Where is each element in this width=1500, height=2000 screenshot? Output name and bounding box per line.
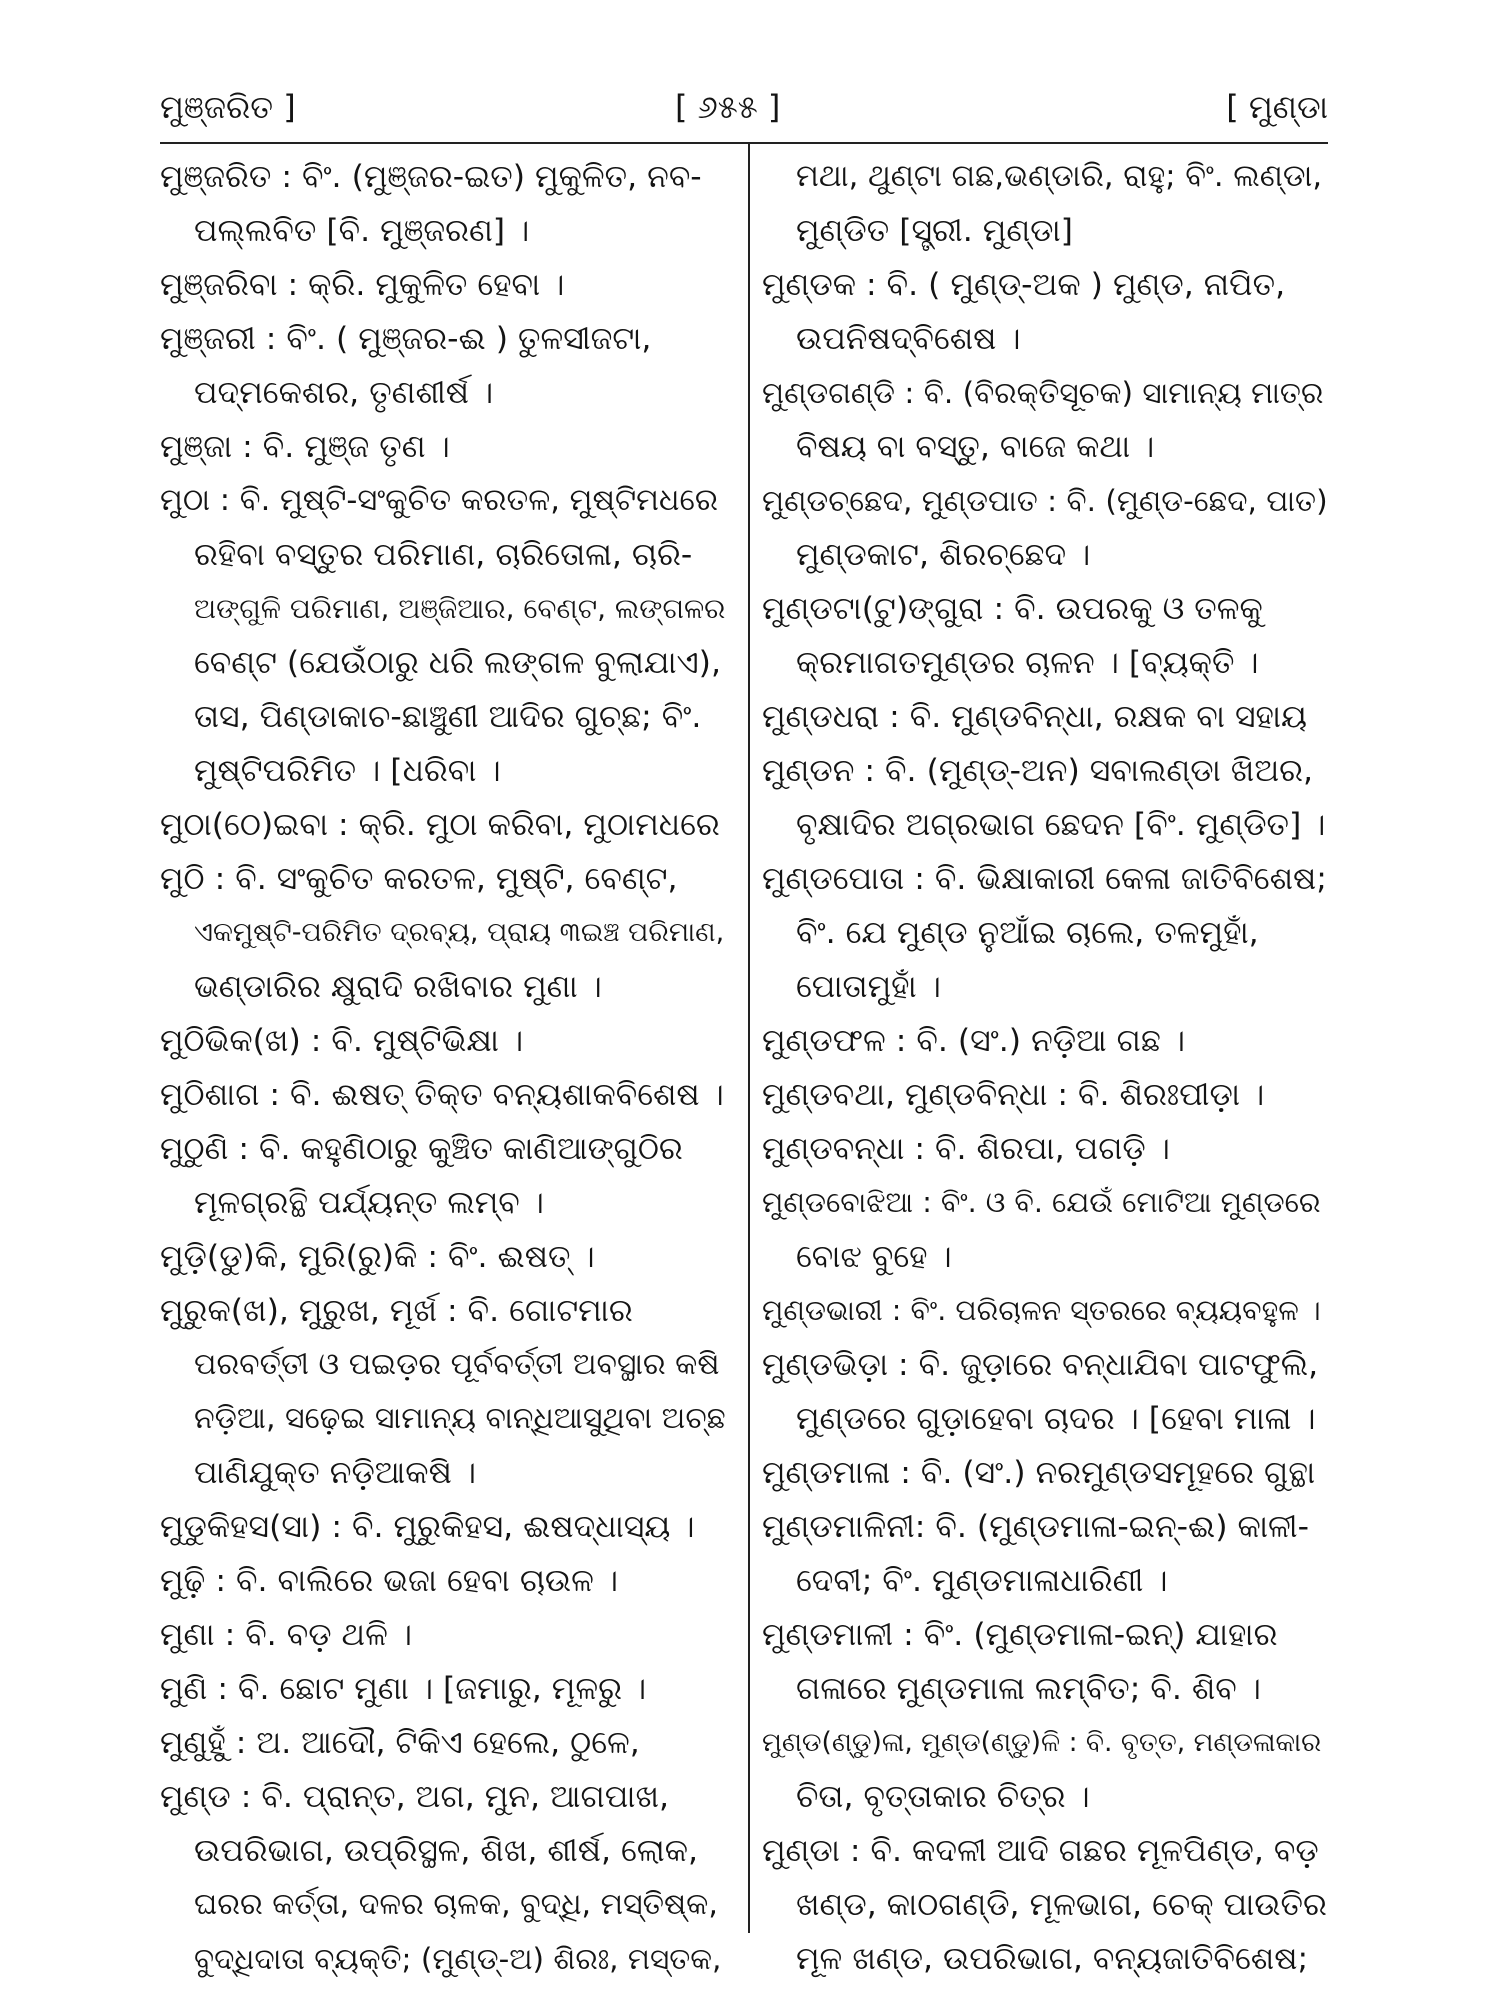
entry-line: ମୁଡ଼ି(ଡୁ)କି, ମୁରି(ରୁ)କି : ବିଂ. ଈଷତ୍ । <box>160 1239 595 1275</box>
entry-line: ମୁଣ୍ଡମାଳିନୀ: ବି. (ମୁଣ୍ଡମାଳା-ଇନ୍-ଈ) କାଳୀ- <box>762 1509 1309 1545</box>
entry-line: ମୁଣ୍ଡଭାରୀ : ବିଂ. ପରିଚାଳନ ସ୍ତରରେ ବ୍ୟୟବହୁଳ । <box>762 1294 1321 1327</box>
entry-line: ମୁଣୁହୁଁ : ଅ. ଆଦୌ, ଟିକିଏ ହେଲେ, ଠୁଳେ, <box>160 1725 640 1761</box>
entry-continuation-line: ବୁଦ୍ଧିଦାତା ବ୍ୟକ୍ତି; (ମୁଣ୍ଡ୍-ଅ) ଶିରଃ, ମସ୍ତକ, <box>194 1942 722 1976</box>
entry-line: ମୁଞ୍ଜରିତ : ବିଂ. (ମୁଞ୍ଜର-ଇତ) ମୁକୁଳିତ, ନବ- <box>160 159 702 195</box>
entry-line: ମୁଠୁଣି : ବି. କହୁଣିଠାରୁ କୁଞ୍ଚିତ କାଣିଆଙ୍ଗୁଠିର <box>160 1131 683 1167</box>
header-first-entry: ମୁଞ୍ଜରିତ ] <box>160 88 296 126</box>
entry-continuation-line: ରହିବା ବସ୍ତୁର ପରିମାଣ, ଚାରିତୋଳା, ଚାରି- <box>194 537 693 573</box>
entry-continuation-line: ଦେବୀ; ବିଂ. ମୁଣ୍ଡମାଳାଧାରିଣୀ । <box>796 1563 1168 1599</box>
entry-continuation-line: ବେଣ୍ଟ (ଯେଉଁଠାରୁ ଧରି ଲଙ୍ଗଳ ବୁଲାଯାଏ), <box>194 645 721 681</box>
entry-line: ମୁଣ୍ଡଭିଡ଼ା : ବି. ଜୁଡ଼ାରେ ବନ୍ଧାଯିବା ପାଟଫୁଲି, <box>762 1347 1319 1383</box>
header-last-entry: [ ମୁଣ୍ଡା <box>1226 88 1328 126</box>
entry-line: ମୁଢ଼ି : ବି. ବାଲିରେ ଭଜା ହେବା ଚାଉଳ । <box>160 1563 619 1599</box>
entry-continuation-line: ଏକମୁଷ୍ଟି-ପରିମିତ ଦ୍ରବ୍ୟ, ପ୍ରାୟ ୩ଇଞ୍ଚ ପରିମାଣ, <box>194 917 725 948</box>
entry-continuation-line: ଗଳାରେ ମୁଣ୍ଡମାଳା ଲମ୍ବିତ; ବି. ଶିବ । <box>796 1671 1261 1707</box>
entry-line: ମୁଠିଶାଗ : ବି. ଈଷତ୍ ତିକ୍ତ ବନ୍ୟଶାକବିଶେଷ । <box>160 1077 724 1113</box>
entry-line: ମୁଣ୍ଡଫଳ : ବି. (ସଂ.) ନଡ଼ିଆ ଗଛ । <box>762 1023 1185 1059</box>
entry-line: ମୁଣ୍ଡବଥା, ମୁଣ୍ଡବିନ୍ଧା : ବି. ଶିରଃପୀଡ଼ା । <box>762 1077 1265 1113</box>
entry-continuation-line: ମୁଣ୍ଡକାଟ, ଶିରଚ୍ଛେଦ । <box>796 537 1091 573</box>
entry-line: ମୁଣ୍ଡ(ଣ୍ଡୁ)ଳା, ମୁଣ୍ଡ(ଣ୍ଡୁ)ଳି : ବି. ବୃତ୍ତ, ମଣ୍ଡଳାକାର <box>762 1727 1322 1758</box>
entry-continuation-line: ଖଣ୍ଡ, କାଠଗଣ୍ଡି, ମୂଳଭାଗ, ଚେକ୍ ପାଉତିର <box>796 1887 1327 1923</box>
entry-line: ମୁଞ୍ଜରିବା : କ୍ରି. ମୁକୁଳିତ ହେବା । <box>160 267 565 303</box>
entry-continuation-line: ପାଣିଯୁକ୍ତ ନଡ଼ିଆକଷି । <box>194 1455 477 1491</box>
entry-line: ମୁଣ୍ଡଚ୍ଛେଦ, ମୁଣ୍ଡପାତ : ବି. (ମୁଣ୍ଡ-ଛେଦ, ପାତ) <box>762 484 1328 518</box>
entry-continuation-line: ଉପରିଭାଗ, ଉପ୍ରିସ୍ଥଳ, ଶିଖ, ଶୀର୍ଷ, ଲୋକ, <box>194 1833 699 1869</box>
page-header <box>160 80 1328 142</box>
entry-continuation-line: ବୃକ୍ଷାଦିର ଅଗ୍ରଭାଗ ଛେଦନ [ବିଂ. ମୁଣ୍ଡିତ] । <box>796 807 1326 843</box>
entry-line: ମୁଣି : ବି. ଛୋଟ ମୁଣା । [ଜମାରୁ, ମୂଳରୁ । <box>160 1671 647 1707</box>
entry-line: ମୁଠା : ବି. ମୁଷ୍ଟି-ସଂକୁଚିତ କରତଳ, ମୁଷ୍ଟିମଧରେ <box>160 483 718 518</box>
entry-continuation-line: ପରବର୍ତ୍ତୀ ଓ ପଇଡ଼ର ପୂର୍ବବର୍ତ୍ତୀ ଅବସ୍ଥାର କଷି <box>194 1347 720 1382</box>
entry-line: ମୁଣ୍ଡପୋତା : ବି. ଭିକ୍ଷାକାରୀ କେଳା ଜାତିବିଶେଷ; <box>762 861 1327 897</box>
entry-line: ମୁଣ୍ଡ : ବି. ପ୍ରାନ୍ତ, ଅଗ, ମୁନ, ଆଗପାଖ, <box>160 1779 670 1815</box>
entry-continuation-line: ମୂଳ ଖଣ୍ଡ, ଉପରିଭାଗ, ବନ୍ୟଜାତିବିଶେଷ; <box>796 1941 1309 1977</box>
entry-continuation-line: ମଥା, ଥୁଣ୍ଟା ଗଛ,ଭଣ୍ଡାରି, ରାହୁ; ବିଂ. ଲଣ୍ଡା, <box>796 159 1323 194</box>
entry-continuation-line: ବିଂ. ଯେ ମୁଣ୍ଡ ନୁଆଁଇ ଚାଲେ, ତଳମୁହାଁ, <box>796 915 1259 951</box>
entry-continuation-line: ଅଙ୍ଗୁଳି ପରିମାଣ, ଅଞ୍ଜିଆର, ବେଣ୍ଟ, ଲଙ୍ଗଳର <box>194 592 726 625</box>
entry-line: ମୁଣ୍ଡବୋଝିଆ : ବିଂ. ଓ ବି. ଯେଉଁ ମୋଟିଆ ମୁଣ୍ଡରେ <box>762 1186 1321 1219</box>
entry-line: ମୁରୁକ(ଖ), ମୁରୁଖ, ମୂର୍ଖ : ବି. ଗୋଟମାର <box>160 1293 633 1329</box>
entry-line: ମୁଣ୍ଡମାଳୀ : ବିଂ. (ମୁଣ୍ଡମାଳା-ଇନ୍) ଯାହାର <box>762 1617 1278 1653</box>
entry-line: ମୁଣ୍ଡବନ୍ଧା : ବି. ଶିରପା, ପଗଡ଼ି । <box>762 1131 1170 1167</box>
entry-continuation-line: ମୂଳଗ୍ରନ୍ଥି ପର୍ଯ୍ୟନ୍ତ ଲମ୍ବ । <box>194 1185 544 1221</box>
entry-line: ମୁଣ୍ଡମାଳା : ବି. (ସଂ.) ନରମୁଣ୍ଡସମୂହରେ ଗୁନ୍ଥା <box>762 1455 1316 1491</box>
entry-continuation-line: ଉପନିଷଦ୍‌ବିଶେଷ । <box>796 321 1021 357</box>
entry-continuation-line: ବିଷୟ ବା ବସ୍ତୁ, ବାଜେ କଥା । <box>796 429 1155 465</box>
entry-line: ମୁଣ୍ଡକ : ବି. ( ମୁଣ୍ଡ୍-ଅକ ) ମୁଣ୍ଡ, ନାପିତ, <box>762 267 1286 303</box>
entry-continuation-line: ମୁଣ୍ଡିତ [ସ୍ତ୍ରୀ. ମୁଣ୍ଡା] <box>796 213 1073 249</box>
right-column <box>762 150 1328 1986</box>
entry-line: ମୁଡୁକିହସ(ସା) : ବି. ମୁରୁକିହସ, ଈଷଦ୍ଧାସ୍ୟ । <box>160 1509 695 1545</box>
entry-continuation-line: ପୋତାମୁହାଁ । <box>796 969 941 1005</box>
entry-continuation-line: ପଦ୍ମକେଶର, ତୃଣଶୀର୍ଷ । <box>194 375 494 411</box>
entry-line: ମୁଠି : ବି. ସଂକୁଚିତ କରତଳ, ମୁଷ୍ଟି, ବେଣ୍ଟ, <box>160 861 678 897</box>
entry-line: ମୁଣ୍ଡଟା(ଟୁ)ଙ୍ଗୁରା : ବି. ଉପରକୁ ଓ ତଳକୁ <box>762 591 1263 627</box>
entry-line: ମୁଣ୍ଡନ : ବି. (ମୁଣ୍ଡ୍-ଅନ) ସବାଲଣ୍ଡା ଖିଅର, <box>762 753 1314 789</box>
entry-line: ମୁଞ୍ଜରୀ : ବିଂ. ( ମୁଞ୍ଜର-ଈ ) ତୁଳସୀଜଟା, <box>160 321 652 357</box>
entry-continuation-line: ଭଣ୍ଡାରିର କ୍ଷୁରାଦି ରଖିବାର ମୁଣା । <box>194 969 602 1005</box>
entry-continuation-line: ବୋଝ ବୁହେ । <box>796 1239 952 1275</box>
entry-line: ମୁଣ୍ଡା : ବି. କଦଳୀ ଆଦି ଗଛର ମୂଳପିଣ୍ଡ, ବଡ଼ <box>762 1833 1319 1869</box>
entry-line: ମୁଣ୍ଡଧରା : ବି. ମୁଣ୍ଡବିନ୍ଧା, ରକ୍ଷକ ବା ସହାୟ <box>762 699 1308 735</box>
header-rule <box>160 142 1328 144</box>
entry-continuation-line: ଚିତା, ବୃତ୍ତାକାର ଚିତ୍ର । <box>796 1779 1090 1815</box>
entry-line: ମୁଣା : ବି. ବଡ଼ ଥଳି । <box>160 1617 413 1653</box>
entry-line: ମୁଠିଭିକ(ଖ) : ବି. ମୁଷ୍ଟିଭିକ୍ଷା । <box>160 1023 524 1059</box>
entry-continuation-line: ମୁଣ୍ଡରେ ଗୁଡ଼ାହେବା ଚାଦର । [ହେବା ମାଳା । <box>796 1401 1316 1437</box>
entry-continuation-line: ପଲ୍ଲବିତ [ବି. ମୁଞ୍ଜରଣ] । <box>194 213 530 249</box>
page-number: [ ୬୫୫ ] <box>675 88 781 126</box>
entry-continuation-line: ଘରର କର୍ତ୍ତା, ଦଳର ଚାଳକ, ବୁଦ୍ଧି, ମସ୍ତିଷ୍କ, <box>194 1887 718 1922</box>
entry-continuation-line: କ୍ରମାଗତମୁଣ୍ଡର ଚାଳନ । [ବ୍ୟକ୍ତି । <box>796 645 1259 681</box>
entry-line: ମୁଞ୍ଜା : ବି. ମୁଞ୍ଜ ତୃଣ । <box>160 429 450 465</box>
entry-continuation-line: ନଡ଼ିଆ, ସଢ଼େଇ ସାମାନ୍ୟ ବାନ୍ଧିଆସୁଥିବା ଅଚ୍ଛ <box>194 1401 726 1436</box>
entry-continuation-line: ତାସ, ପିଣ୍ଡାକାଚ-ଛାଞ୍ଚୁଣୀ ଆଦିର ଗୁଚ୍ଛ; ବିଂ. <box>194 699 702 735</box>
column-divider <box>748 143 750 1933</box>
entry-line: ମୁଠା(ଠେ)ଇବା : କ୍ରି. ମୁଠା କରିବା, ମୁଠାମଧରେ <box>160 807 720 843</box>
entry-line: ମୁଣ୍ଡଗଣ୍ଡି : ବି. (ବିରକ୍ତିସୂଚକ) ସାମାନ୍ୟ ମାତ୍ର <box>762 376 1324 410</box>
left-column <box>160 150 726 1986</box>
entry-continuation-line: ମୁଷ୍ଟିପରିମିତ । [ଧରିବା । <box>194 753 501 789</box>
